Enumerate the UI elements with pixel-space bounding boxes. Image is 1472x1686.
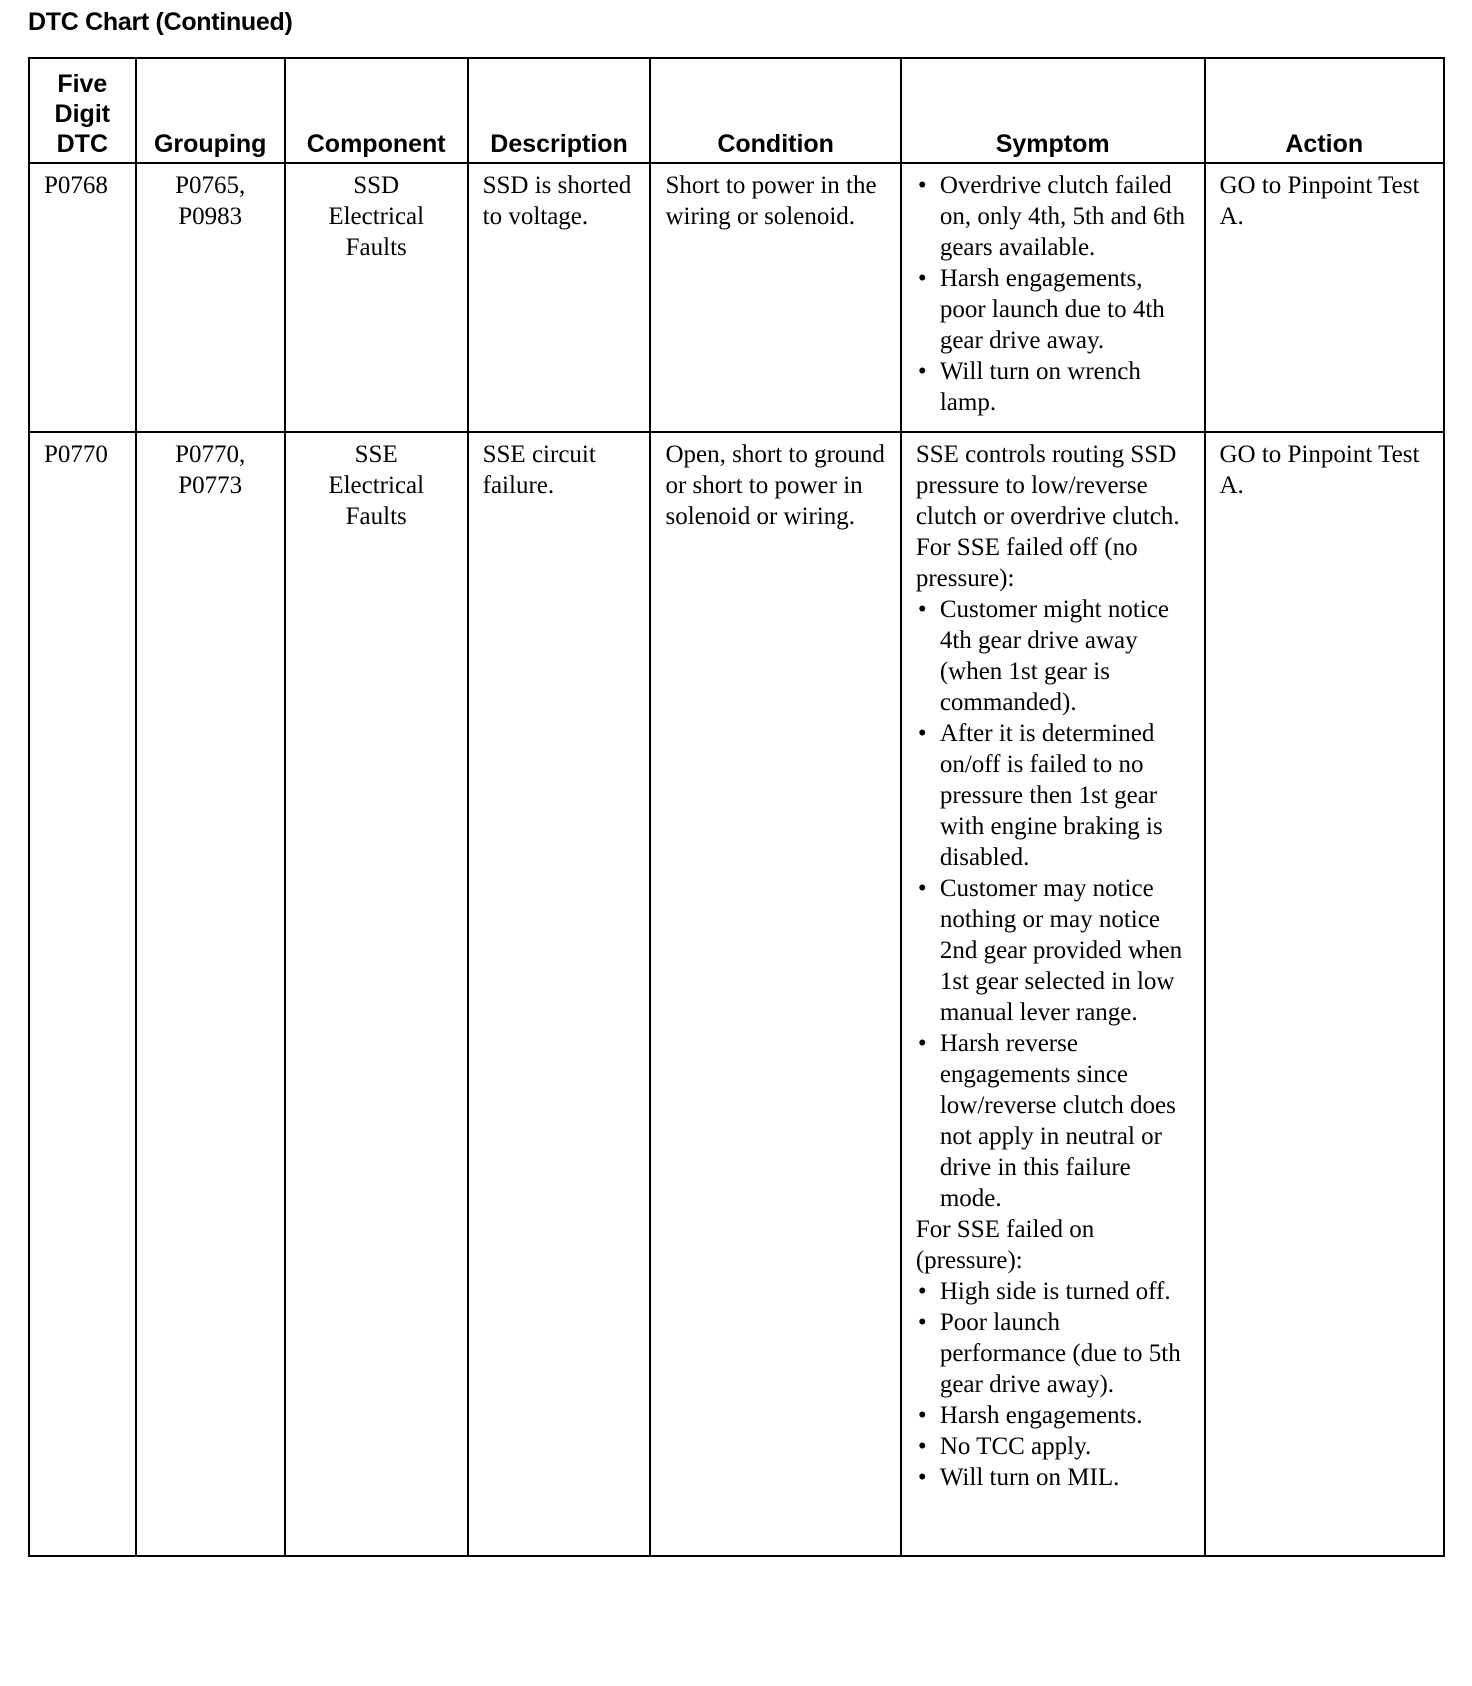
list-item: • High side is turned off. [916,1276,1190,1307]
header-condition: Condition [650,58,900,163]
dtc-chart-table [28,57,1445,1557]
grouping-cell: P0765, P0983 [136,163,285,432]
list-item: • Customer may notice nothing or may notice 2nd gear provided when 1st gear selected in low manual lever range. [916,873,1190,1028]
list-item: • Harsh engagements. [916,1400,1190,1431]
symptom-cell [901,163,1205,432]
header-component: Component [285,58,468,163]
condition-cell: Short to power in the wiring or solenoid. [650,163,900,432]
condition-cell: Open, short to ground or short to power in solenoid or wiring. [650,432,900,1556]
list-item: • After it is determined on/off is failed to no pressure then 1st gear with engine braking is disabled. [916,718,1190,873]
list-item: • Will turn on MIL. [916,1462,1190,1493]
list-item: • Customer might notice 4th gear drive away (when 1st gear is commanded). [916,594,1190,718]
dtc-cell: P0768 [29,163,136,432]
dtc-cell: P0770 [29,432,136,1556]
action-cell: GO to Pinpoint Test A. [1205,163,1445,432]
action-cell: GO to Pinpoint Test A. [1205,432,1445,1556]
header-description: Description [468,58,651,163]
symptom-cell [901,432,1205,1556]
table-header-row [29,58,1444,163]
list-item: • Poor launch performance (due to 5th gear drive away). [916,1307,1190,1400]
list-item: • Harsh reverse engagements since low/reverse clutch does not apply in neutral or drive in this failure mode. [916,1028,1190,1214]
description-cell: SSD is shorted to voltage. [468,163,651,432]
list-item: • Harsh engagements, poor launch due to 4th gear drive away. [916,263,1190,356]
grouping-cell: P0770, P0773 [136,432,285,1556]
page-title: DTC Chart (Continued) [28,8,293,36]
table-row [29,432,1444,1556]
symptom-failed-off-list [916,594,1190,1214]
symptom-intro: SSE controls routing SSD pressure to low/reverse clutch or overdrive clutch. [915,441,1180,530]
component-cell: SSD Electrical Faults [285,163,468,432]
symptom-failed-on-list [916,1276,1190,1493]
header-grouping: Grouping [136,58,285,163]
header-five-digit-dtc: Five Digit DTC [29,58,136,163]
description-cell: SSE circuit failure. [468,432,651,1556]
table-row [29,163,1444,432]
header-action: Action [1205,58,1445,163]
list-item: • Will turn on wrench lamp. [916,356,1190,418]
list-item: • Overdrive clutch failed on, only 4th, 5th and 6th gears available. [916,170,1190,263]
symptom-list [916,170,1190,418]
symptom-failed-off-heading: For SSE failed off (no pressure): [915,534,1138,592]
header-symptom: Symptom [901,58,1205,163]
symptom-failed-on-heading: For SSE failed on (pressure): [915,1216,1095,1274]
list-item: • No TCC apply. [916,1431,1190,1462]
component-cell: SSE Electrical Faults [285,432,468,1556]
